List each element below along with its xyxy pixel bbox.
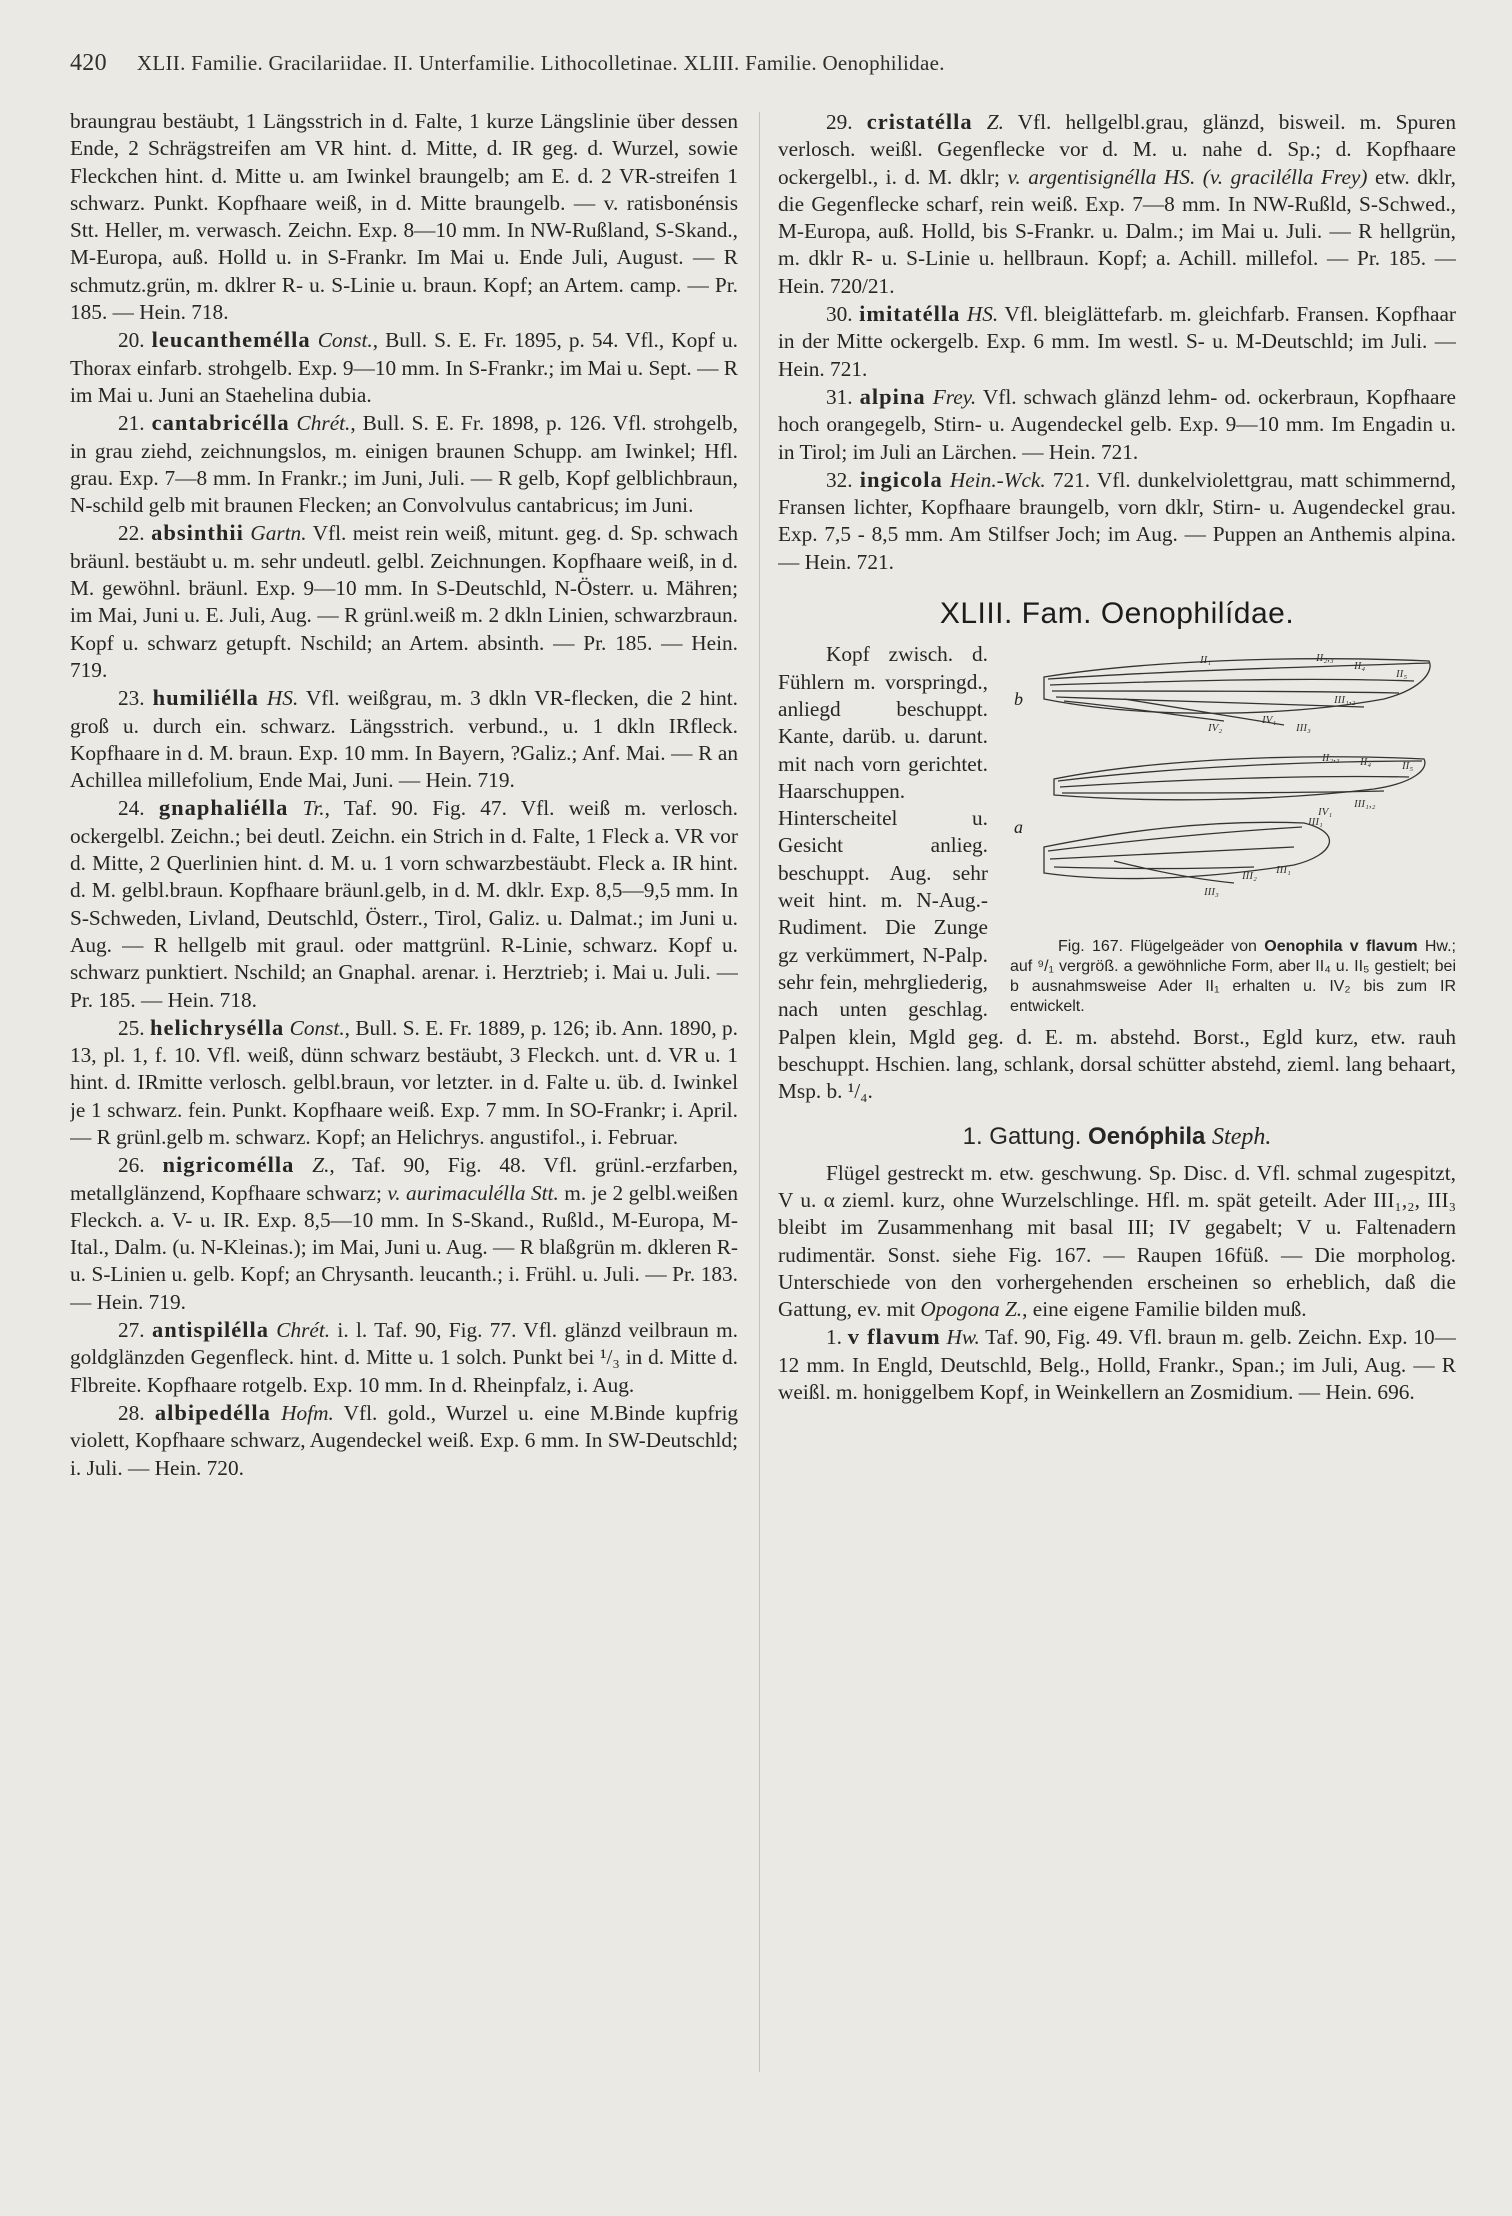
entry-text-continued: etw. dklr, die Gegenflecke scharf, rein weiß. Exp. 7—8 mm. In NW-Rußld, S-Schwed., M-Europa, auß. Holld, bis S-Frankr. u. Dalm.; im Mai u. Juli. — R hellgrün, m. dklr R- u. S-Linie u. hellbraun. Kopf; a. Achill. millefol. — Pr. 185. — Hein. 720/21. <box>778 164 1456 298</box>
species-name: humiliélla <box>152 685 259 711</box>
genus-heading <box>778 1123 1456 1151</box>
entry-number: 23. <box>118 686 145 711</box>
genus-text: Flügel gestreckt m. etw. geschwung. Sp. Disc. d. Vfl. schmal zugespitzt, V u. α zieml. kurz, ohne Wurzelschlinge. Hfl. m. spät geteilt. Ader III₁,₂, III₃ bleibt im Zusammenhang mit basal III; IV gegabelt; V u. Faltenadern rudimentär. Sonst. siehe Fig. 167. — Raupen 16füß. — Die morpholog. Unterschiede von den vorhergehenden erscheinen so erheblich, daß die Gattung, ev. mit <box>778 1160 1456 1322</box>
entry-number: 21. <box>118 411 145 436</box>
species-author: Const. <box>317 328 373 353</box>
svg-text:IV₂: IV₂ <box>1208 722 1223 735</box>
species-entry-25 <box>70 1014 738 1151</box>
species-entry-26 <box>70 1151 738 1316</box>
entry-text: 721. Vfl. dunkelviolettgrau, matt schimmernd, Fransen lichter, Kopfhaare braungelb, vorn dklr, Stirn- u. Augendeckel grau. Exp. 7,5 - 8,5 mm. Am Stilfser Joch; im Aug. — Puppen an Anthemis alpina. — Hein. 721. <box>778 467 1456 574</box>
header-text: XLII. Familie. Gracilariidae. II. Unterfamilie. Lithocolletinae. XLIII. Familie. Oenophilidae. <box>136 51 945 75</box>
species-entry-30 <box>778 300 1456 383</box>
figure-label-b: b <box>1014 689 1023 710</box>
species-entry-32 <box>778 466 1456 576</box>
species-name: leucanthemélla <box>151 327 311 353</box>
entry-text: Vfl. bleiglättefarb. m. gleichfarb. Fransen. Kopfhaar in der Mitte ockergelb. Exp. 6 mm. Im westl. S- u. M-Deutschld; im Juli. — Hein. 721. <box>778 302 1456 381</box>
species-name: cantabricélla <box>151 410 290 436</box>
caption-lead: Fig. 167. Flügelgeäder von <box>1058 938 1257 956</box>
species-name: alpina <box>859 383 926 409</box>
entry-text: Taf. 90, Fig. 49. Vfl. braun m. gelb. Zeichn. Exp. 10—12 mm. In Engld, Deutschld, Belg., Holld, Frankr., Span.; im Juli, Aug. — R weißl. m. honiggelbem Kopf, in Weinkellern an Zosmidium. — Hein. 696. <box>778 1325 1456 1405</box>
figure-167 <box>1004 647 1456 1017</box>
right-column <box>778 108 1456 2193</box>
species-name: antispilélla <box>151 1317 269 1343</box>
svg-text:II₅: II₅ <box>1402 760 1414 773</box>
genus-reference: Opogona Z. <box>920 1297 1023 1322</box>
page-number: 420 <box>70 50 107 76</box>
species-name: albipedélla <box>154 1399 271 1425</box>
species-name: imitatélla <box>859 301 961 327</box>
svg-text:III₁: III₁ <box>1276 864 1291 877</box>
species-author: Z. <box>312 1153 330 1178</box>
species-entry-31 <box>778 383 1456 466</box>
left-column <box>70 108 738 2193</box>
svg-text:II₄: II₄ <box>1354 660 1366 673</box>
species-author: Hw. <box>946 1325 980 1350</box>
svg-text:IV₁: IV₁ <box>1262 714 1277 727</box>
species-name: v flavum <box>847 1324 941 1350</box>
variety-name: v. aurimaculélla Stt. <box>387 1180 559 1205</box>
entry-number: 31. <box>826 384 853 409</box>
svg-text:III₁: III₁ <box>1308 816 1323 829</box>
genus-text-end: , eine eigene Familie bilden muß. <box>1022 1297 1307 1322</box>
entry-number: 20. <box>118 328 145 353</box>
continued-entry: braungrau bestäubt, 1 Längsstrich in d. Falte, 1 kurze Längslinie über dessen Ende, 2 Schrägstreifen am VR hint. d. Mitte, d. IR geg. d. Wurzel, sowie Fleckchen hint. d. Mitte u. am Iwinkel braungelb; am E. d. 2 VR-streifen 1 schwarz. Punkt. Kopfhaare weiß, in d. Mitte braungelb. — v. ratisbonénsis Stt. Heller, m. verwasch. Zeichn. Exp. 8—10 mm. In NW-Rußland, S-Skand., M-Europa, auß. Holld u. in S-Frankr. Im Mai u. Ende Juli, August. — R schmutz.grün, m. dklrer R- u. S-Linie u. braun. Kopf; an Artem. camp. — Pr. 185. — Hein. 718. <box>70 109 738 325</box>
species-author: Z. <box>986 110 1004 134</box>
entry-text-continued: m. je 2 gelbl.weißen Fleckch. a. V- u. IR. Exp. 8,5—10 mm. In S-Skand., Rußld., M-Europa, M-Ital., Dalm. (u. N-Kleinas.); im Mai, Juni u. Aug. — R blaßgrün m. dkleren R- u. S-Linien u. gelb. Kopf; an Chrysanth. leucanth.; i. Frühl. u. Juli. — Pr. 183. — Hein. 719. <box>70 1180 738 1314</box>
entry-text: Vfl. schwach glänzd lehm- od. ockerbraun, Kopfhaare hoch orangegelb, Stirn- u. Augendeckel gelb. Exp. 9—10 mm. Im Engadin u. in Tirol; im Juli an Lärchen. — Hein. 721. <box>778 384 1456 464</box>
family-description <box>778 641 1456 1105</box>
caption-genus: Oenophila v flavum <box>1264 938 1418 956</box>
entry-text: Vfl. meist rein weiß, mitunt. geg. d. Sp. schwach bräunl. bestäubt u. m. sehr undeutl. gelbl. Zeichnungen. Kopfhaare weiß, in d. M. gewöhnl. bräunl. Exp. 9—10 mm. In S-Deutschld, N-Österr. u. Mähren; im Mai, Juni u. E. Juli, Aug. — R grünl.weiß m. 2 dkln Linien, schwarzbraun. Kopf u. schwarz getupft. Nschild; an Artem. absinth. — Pr. 185. — Hein. 719. <box>70 521 738 682</box>
entry-text: , Bull. S. E. Fr. 1889, p. 126; ib. Ann. 1890, p. 13, pl. 1, f. 10. Vfl. weiß, dünn schwarz bestäubt, 3 Fleckch. unt. d. VR u. 1 hint. d. IRmitte verlosch. gelbl.braun, vor letzter. in d. Falte u. üb. d. Iwinkel je 1 schwarz. fein. Punkt. Kopfhaare weiß. Exp. 7 mm. In SO-Frankr; i. April. — R grünl.gelb m. schwarz. Kopf; an Helichrys. angustifol., i. Februar. <box>70 1015 738 1149</box>
species-entry-23 <box>70 684 738 794</box>
species-entry-27 <box>70 1316 738 1399</box>
entry-number: 22. <box>118 521 145 546</box>
species-author: Chrét. <box>276 1318 331 1343</box>
species-author: HS. <box>266 686 299 711</box>
family-heading: XLIII. Fam. Oenophilídae. <box>939 597 1295 631</box>
entry-text: , Taf. 90, Fig. 48. Vfl. grünl.-erzfarben, metallglänzend, Kopfhaare schwarz; <box>70 1153 738 1205</box>
svg-text:III₃: III₃ <box>1204 886 1219 899</box>
species-entry-21 <box>70 409 738 519</box>
svg-text:II₄: II₄ <box>1360 756 1372 769</box>
species-name: absinthii <box>151 520 244 546</box>
caption-rest: Hw.; auf ⁹/₁ vergröß. a gewöhnliche Form, aber II₄ u. II₅ gestielt; bei b ausnahmsweise Ader II₁ erhalten u. IV₂ bis zum IR entwickelt. <box>1010 938 1456 1016</box>
svg-text:III₂: III₂ <box>1242 870 1257 883</box>
species-author: Const. <box>289 1015 345 1040</box>
species-entry-29 <box>778 108 1456 300</box>
entry-text: , Bull. S. E. Fr. 1898, p. 126. Vfl. strohgelb, in grau ziehd, zeichnungslos, m. einigen braunen Schupp. am Iwinkel; Hfl. grau. Exp. 7—8 mm. In Frankr.; im Juni, Juli. — R gelb, Kopf gelblichbraun, N-schild gelb mit braunen Flecken; an Convolvulus cantabricus; im Juni. <box>70 411 738 518</box>
species-author: Frey. <box>932 384 977 409</box>
entry-text: , Bull. S. E. Fr. 1895, p. 54. Vfl., Kopf u. Thorax einfarb. strohgelb. Exp. 9—10 mm. In S-Frankr.; im Mai u. Sept. — R im Mai u. Juni an Staehelina dubia. <box>70 328 738 407</box>
figure-label-a: a <box>1014 817 1023 838</box>
entry-text: Vfl. gold., Wurzel u. eine M.Binde kupfrig violett, Kopfhaare schwarz, Augendeckel weiß. Exp. 6 mm. In SW-Deutschld; i. Juli. — Hein. 720. <box>70 1400 738 1480</box>
entry-number: 30. <box>826 302 853 327</box>
species-author: Chrét. <box>296 411 351 436</box>
entry-number: 28. <box>118 1400 145 1425</box>
entry-number: 29. <box>826 110 853 134</box>
species-entry-1 <box>778 1323 1456 1406</box>
entry-text: i. l. Taf. 90, Fig. 77. Vfl. glänzd veilbraun m. goldglänzden Gegenfleck. hint. d. Mitte u. 1 solch. Punkt bei ¹/₃ in d. Mitte d. Flbreite. Kopfhaare rotgelb. Exp. 10 mm. In d. Rheinpfalz, i. Aug. <box>70 1318 738 1397</box>
svg-text:III₃: III₃ <box>1296 722 1311 735</box>
species-entry-24 <box>70 794 738 1013</box>
figure-caption <box>1004 937 1456 1017</box>
entry-text: Vfl. weißgrau, m. 3 dkln VR-flecken, die 2 hint. groß u. durch ein. schwarz. Längsstrich. verbund., u. 1 dkln IRfleck. Kopfhaare in d. M. braun. Exp. 10 mm. In Bayern, ?Galiz.; Anf. Mai. — R an Achillea millefolium, Ende Mai, Juni. — Hein. 719. <box>70 686 738 793</box>
entry-number: 25. <box>118 1015 145 1040</box>
species-name: gnaphaliélla <box>158 795 289 821</box>
entry-number: 26. <box>118 1153 145 1178</box>
family-description-text: Kopf zwisch. d. Fühlern m. vorspringd., anliegd beschuppt. Kante, darüb. u. darunt. mit nach vorn gerichtet. Haarschuppen. Hinterscheitel u. Gesicht anlieg. beschuppt. Aug. sehr weit hint. m. N-Aug.-Rudiment. Die Zunge gz verkümmert, N-Palp. sehr fein, mehrgliederig, nach unten geschlag. Palpen klein, Mgld geg. d. E. m. abstehd. Borst., Egld kurz, etw. rauh beschuppt. Hschien. lang, schlank, dorsal schütter abstehd, zieml. lang behaart, Msp. b. ¹/₄. <box>778 642 1456 1104</box>
entry-text: Vfl. hellgelbl.grau, glänzd, bisweil. m. Spuren verlosch. weißl. Gegenflecke vor d. M. u. nahe d. Sp.; d. Kopfhaare ockergelbl., i. d. M. dklr; <box>778 110 1456 189</box>
species-name: cristatélla <box>866 109 973 134</box>
genus-prefix: 1. Gattung. <box>962 1123 1082 1151</box>
svg-text:III₁,₂: III₁,₂ <box>1334 694 1356 707</box>
entry-number: 1. <box>826 1325 842 1350</box>
svg-text:II₁: II₁ <box>1200 654 1212 667</box>
species-name: ingicola <box>859 466 943 492</box>
genus-name: Oenóphila <box>1088 1123 1206 1151</box>
species-entry-28 <box>70 1399 738 1482</box>
entry-number: 27. <box>118 1318 145 1343</box>
species-entry-20 <box>70 326 738 409</box>
species-author: Hein.-Wck. <box>949 467 1046 492</box>
column-divider <box>759 112 760 2072</box>
species-author: Hofm. <box>281 1400 334 1425</box>
species-name: nigricomélla <box>162 1152 295 1178</box>
svg-text:II₂,₃: II₂,₃ <box>1322 752 1340 765</box>
entry-number: 32. <box>826 467 853 492</box>
species-author: Tr. <box>302 796 325 821</box>
svg-text:III₁,₂: III₁,₂ <box>1354 798 1376 811</box>
entry-number: 24. <box>118 796 145 821</box>
running-header <box>70 50 1460 77</box>
svg-text:II₅: II₅ <box>1396 668 1408 681</box>
entry-text: , Taf. 90. Fig. 47. Vfl. weiß m. verlosch. ockergelbl. Zeichn.; bei deutl. Zeichn. ein Strich in d. Falte, 1 Fleck a. VR vor d. Mitte, 2 Querlinien hint. d. M. u. 1 vorn schwarzbestäubt. Fleck a. IR hint. d. M. gelbl.braun. Kopfhaare bräunl.gelb, in d. M. dklr. Exp. 8,5—9,5 mm. In S-Schweden, Livland, Deutschld, Österr., Tirol, Galiz. u. Dalmat.; im Juni u. Aug. — R hellgelb mit graul. oder mattgrünl. R-Linie, schwarz. Kopf u. schwarz punktiert. Nschild; an Gnaphal. arenar. i. Herztrieb; i. Mai u. Juli. — Pr. 185. — Hein. 718. <box>70 796 738 1012</box>
species-author: Gartn. <box>250 521 307 546</box>
species-entry-22 <box>70 519 738 684</box>
species-name: helichrysélla <box>150 1014 285 1040</box>
genus-author: Steph. <box>1212 1124 1272 1151</box>
wing-venation-figure <box>1004 647 1456 937</box>
species-author: HS. <box>966 302 999 327</box>
variety-name: v. argentisignélla HS. (v. gracilélla Frey) <box>1007 164 1368 189</box>
svg-text:II₂,₃: II₂,₃ <box>1316 652 1334 665</box>
svg-text:IV₁: IV₁ <box>1318 806 1333 819</box>
genus-description <box>778 1160 1456 1324</box>
